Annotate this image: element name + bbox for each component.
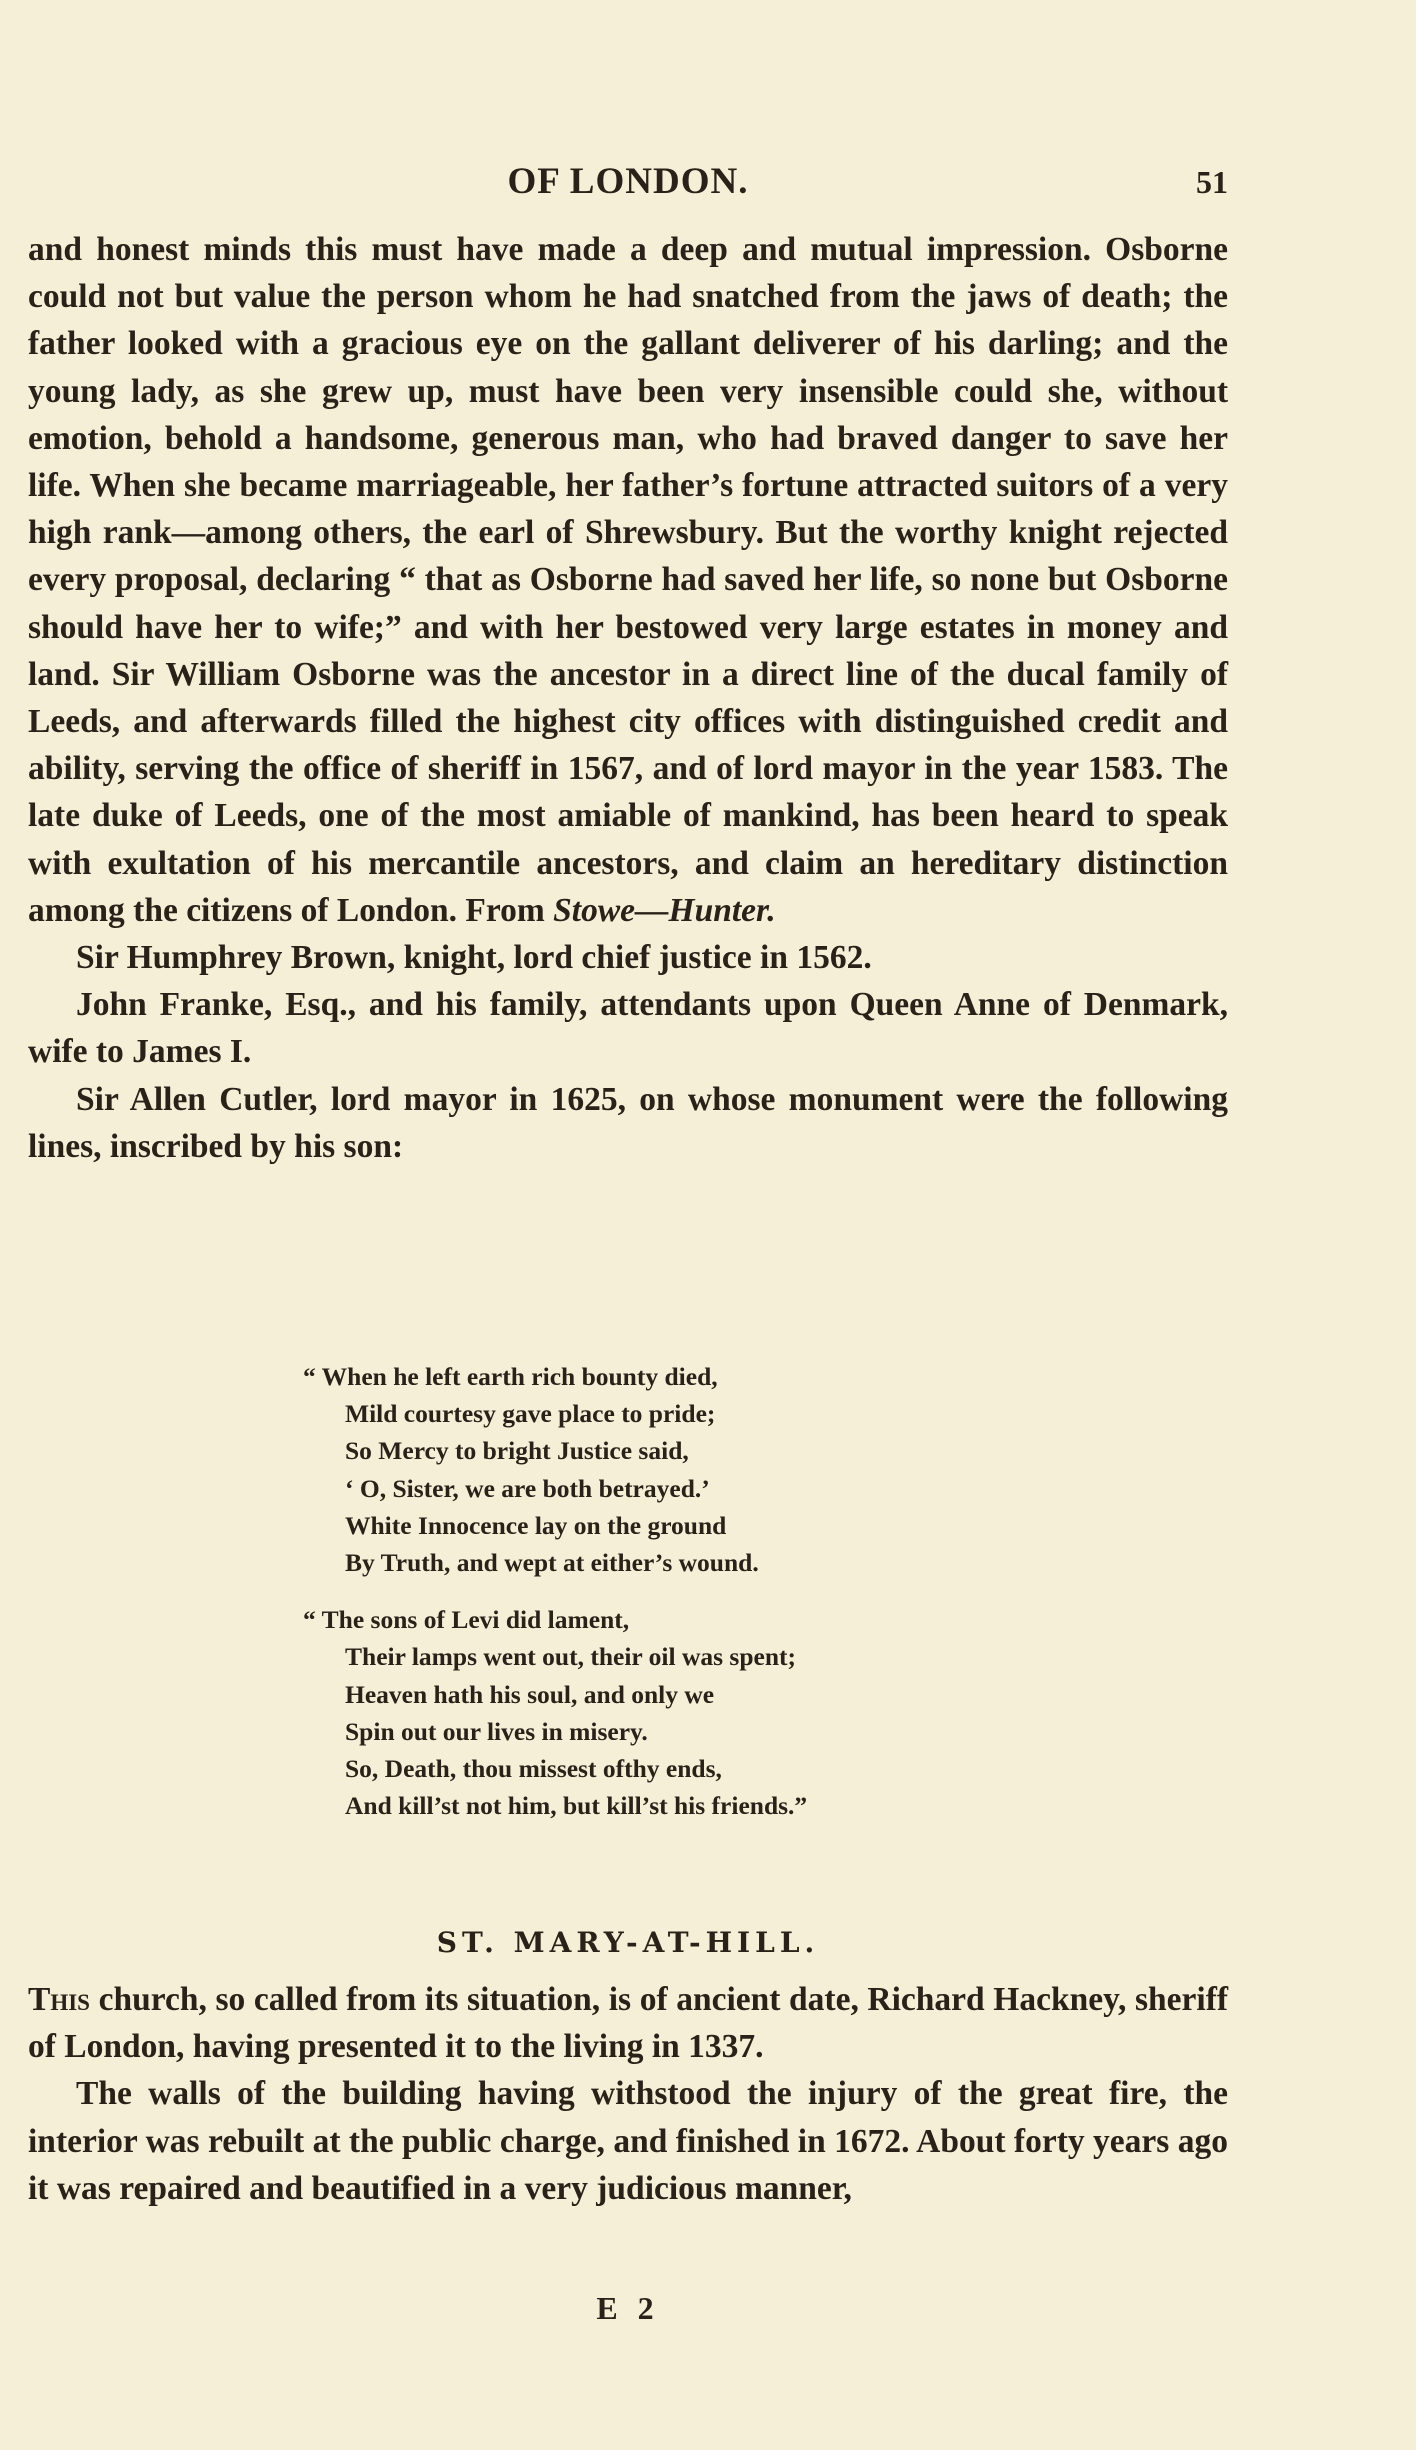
poem-line: By Truth, and wept at either’s wound. [345,1548,759,1578]
paragraph-allen-cutler: Sir Allen Cutler, lord mayor in 1625, on whose monument were the following lines, inscribed by his son: [28,1080,1228,1165]
poem-line: White Innocence lay on the ground [345,1510,727,1540]
poem-line: “ When he left earth rich bounty died, [303,1362,718,1391]
opening-word: This [28,1981,90,2018]
poem-line: So Mercy to bright Justice said, [345,1436,689,1466]
poem-line: And kill’st not him, but kill’st his friends.” [345,1791,808,1821]
running-head [28,160,1228,210]
epitaph-poem [283,1358,1063,1824]
poem-line: Their lamps went out, their oil was spent; [345,1642,796,1672]
page-title: OF LONDON. [507,161,749,202]
paragraph-church-origin-text: church, so called from its situation, is of ancient date, Richard Hackney, sheriff of London, having presented it to the living in 1337. [28,1981,1229,2066]
paragraph-humphrey-brown: Sir Humphrey Brown, knight, lord chief justice in 1562. [76,939,872,977]
poem-line: “ The sons of Levi did lament, [303,1605,630,1635]
poem-line: ‘ O, Sister, we are both betrayed.’ [345,1473,710,1503]
book-page [28,0,1228,2450]
poem-stanza-1 [283,1358,1063,1581]
section-heading: ST. MARY-AT-HILL. [436,1926,820,1959]
source-citation: Stowe—Hunter. [553,891,776,929]
signature-mark: E 2 [596,2290,660,2326]
section-text [28,1976,1228,2212]
paragraph-osborne [28,226,1228,934]
paragraph-osborne-text: and honest minds this must have made a deep and mutual impression. Osborne could not but value the person whom he had snatched from the jaws of death; the father looked with a gracious eye on the gallant deliverer of his darling; and the young lady, as she grew up, must have been very insensible could she, without emotion, behold a handsome, generous man, who had braved danger to save her life. When she became marriageable, her father’s fortune attracted suitors of a very high rank—among others, the earl of Shrewsbury. But the worthy knight rejected every proposal, declaring “ that as Osborne had saved her life, so none but Osborne should have her to wife;” and with her bestowed very large estates in money and land. Sir William Osborne was the ancestor in a direct line of the ducal family of Leeds, and afterwards filled the highest city offices with distinguished credit and ability, serving the office of sheriff in 1567, and of lord mayor in the year 1583. The late duke of Leeds, one of the most amiable of mankind, has been heard to speak with exultation of his mercantile ancestors, and claim an hereditary distinction among the citizens of London. From [28,231,1228,929]
paragraph-john-franke: John Franke, Esq., and his family, attendants upon Queen Anne of Denmark, wife to James I. [28,986,1228,1071]
poem-line: Heaven hath his soul, and only we [345,1679,715,1709]
poem-line: So, Death, thou missest ofthy ends, [345,1754,722,1784]
page-number: 51 [1196,164,1228,200]
poem-line: Mild courtesy gave place to pride; [345,1399,716,1429]
paragraph-church-origin [28,1976,1228,2070]
poem-line: Spin out our lives in misery. [345,1716,648,1746]
body-text [28,226,1228,1170]
poem-stanza-2 [283,1601,1063,1824]
paragraph-church-rebuild: The walls of the building having withstood the injury of the great fire, the interior was rebuilt at the public charge, and finished in 1672. About forty years ago it was repaired and beautified in a very judicious manner, [28,2075,1228,2207]
